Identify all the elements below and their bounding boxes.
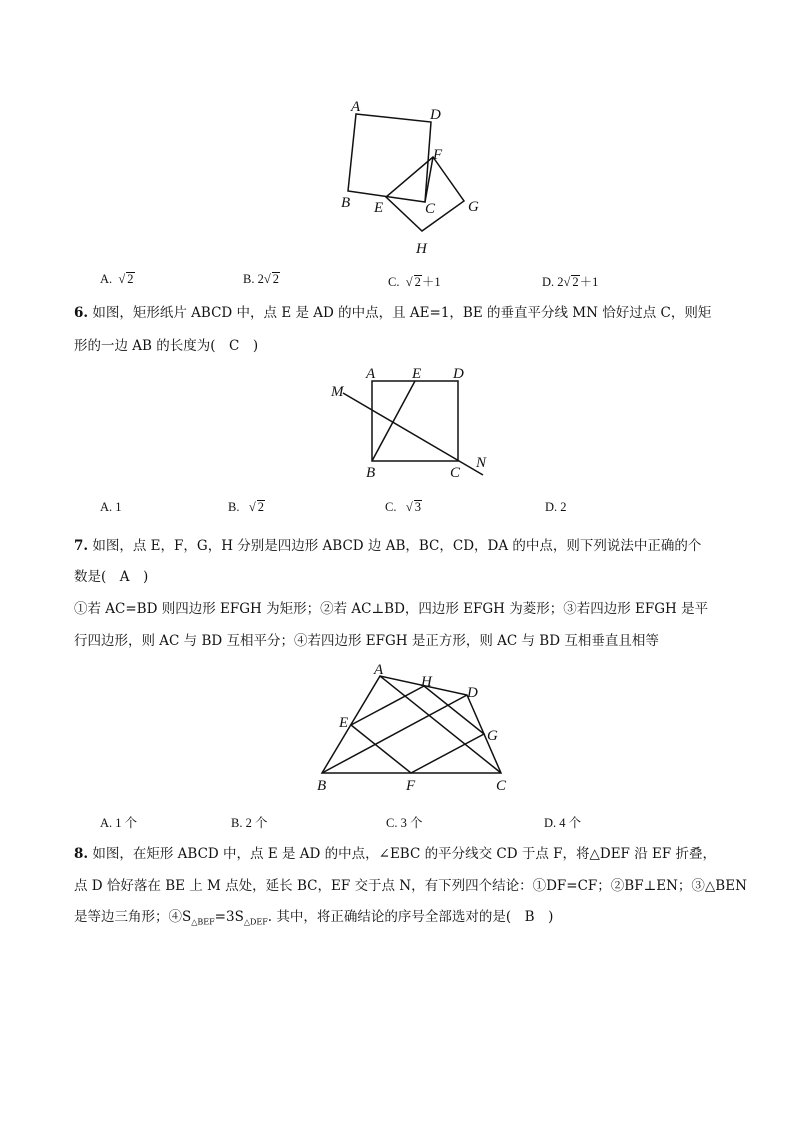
sqrt-icon: √ — [118, 272, 126, 286]
q5-label-b: B — [341, 195, 351, 211]
q5-option-a-letter: A. — [100, 272, 113, 286]
q6-option-c-radicand: 3 — [414, 500, 421, 514]
q5-option-a-radicand: 2 — [127, 272, 134, 286]
q7-label-g: G — [487, 728, 498, 744]
sqrt-icon: √ — [263, 272, 271, 286]
q8-text-line2: 点 D 恰好落在 BE 上 M 点处，延长 BC，EF 交于点 N，有下列四个结论：①DF=CF；②BF⊥EN；③△BEN — [74, 878, 747, 894]
q6-option-b-letter: B. — [228, 500, 240, 514]
q7-label-d: D — [467, 685, 478, 701]
q6-rectangle-abcd — [372, 381, 458, 461]
q5-label-g: G — [468, 199, 479, 215]
sqrt-icon: √ — [563, 275, 571, 289]
q5-option-b — [243, 272, 280, 287]
q7-label-h: H — [421, 674, 432, 690]
q5-label-c: C — [425, 201, 436, 217]
q7-text-line4: 行四边形，则 AC 与 BD 互相平分；④若四边形 EFGH 是正方形，则 AC 与 BD 互相垂直且相等 — [74, 633, 659, 649]
q5-option-d — [542, 272, 598, 290]
q7-text-line3: ①若 AC=BD 则四边形 EFGH 为矩形；②若 AC⊥BD，四边形 EFGH 为菱形；③若四边形 EFGH 是平 — [74, 601, 709, 617]
q8-area-subscript-bef: △BEF — [191, 917, 215, 927]
q7-diagonal-ac — [380, 676, 501, 773]
q7-figure-svg — [310, 660, 520, 795]
q5-option-c — [388, 272, 441, 290]
q6-option-d — [545, 500, 567, 515]
q6-option-a-letter: A. — [100, 500, 113, 514]
q7-label-c: C — [496, 778, 507, 794]
q8-stem-line2 — [74, 876, 747, 896]
q7-text-line2: 数是( A ) — [74, 569, 149, 585]
q6-label-b: B — [366, 465, 376, 481]
q5-label-f: F — [433, 147, 443, 163]
sqrt-icon: √ — [405, 275, 413, 289]
q5-square-abcd — [348, 114, 431, 202]
q7-option-b-letter: B. — [231, 816, 243, 830]
q6-segment-be — [372, 381, 415, 461]
q5-option-d-tail: ＋1 — [579, 275, 599, 289]
q7-option-b-text: 2 个 — [245, 816, 268, 830]
q7-figure — [310, 660, 520, 795]
q8-text-line3-a: 是等边三角形；④S — [74, 909, 192, 925]
q5-label-e: E — [374, 200, 384, 216]
q7-option-a-text: 1 个 — [115, 816, 138, 830]
q5-option-c-tail: ＋1 — [421, 275, 441, 289]
q7-option-a-letter: A. — [100, 816, 113, 830]
q7-stem-line4 — [74, 631, 659, 651]
q5-option-d-coef: 2 — [557, 275, 564, 289]
q5-option-c-letter: C. — [388, 275, 400, 289]
q8-stem-line1 — [74, 844, 716, 864]
q7-label-a: A — [374, 662, 384, 678]
q5-option-d-radicand: 2 — [572, 275, 579, 289]
q7-option-c-text: 3 个 — [400, 816, 423, 830]
q7-label-e: E — [339, 715, 349, 731]
q6-label-d: D — [453, 366, 464, 382]
q5-label-a: A — [351, 99, 361, 115]
q7-stem-line1 — [74, 536, 701, 556]
q5-option-b-coef: 2 — [257, 272, 264, 286]
q7-number: 7. — [74, 538, 89, 554]
q7-option-a — [100, 813, 137, 831]
q6-figure-svg — [325, 360, 500, 485]
q5-option-b-radicand: 2 — [272, 272, 279, 286]
q7-diagonal-bd — [322, 695, 467, 773]
q6-option-c-letter: C. — [385, 500, 397, 514]
q5-figure-svg — [330, 95, 500, 260]
q6-option-b — [228, 500, 265, 515]
q5-figure — [330, 95, 500, 260]
q6-stem-line1 — [74, 303, 711, 323]
q8-text-line3-c: . 其中，将正确结论的序号全部选对的是( B ) — [267, 909, 554, 925]
q7-option-c — [386, 813, 422, 831]
q7-option-c-letter: C. — [386, 816, 398, 830]
q6-option-b-radicand: 2 — [257, 500, 264, 514]
q6-label-n: N — [476, 455, 487, 471]
q6-text-line2: 形的一边 AB 的长度为( C ) — [74, 338, 259, 354]
q8-text-line3-b: =3S — [214, 909, 244, 925]
q6-option-d-value: 2 — [560, 500, 567, 514]
q7-option-d-letter: D. — [544, 816, 557, 830]
q7-label-f: F — [406, 778, 416, 794]
q6-line-mn — [343, 393, 483, 475]
q5-option-b-letter: B. — [243, 272, 255, 286]
q5-option-a — [100, 272, 135, 287]
q6-option-d-letter: D. — [545, 500, 558, 514]
q5-option-d-letter: D. — [542, 275, 555, 289]
q7-stem-line3 — [74, 599, 708, 619]
q6-label-m: M — [331, 384, 344, 400]
sqrt-icon: √ — [248, 500, 256, 514]
q6-option-c — [385, 500, 422, 515]
q7-option-d-text: 4 个 — [559, 816, 582, 830]
q7-quadrilateral-efgh — [351, 686, 484, 773]
q5-label-d: D — [430, 107, 441, 123]
q6-option-a — [100, 500, 122, 515]
q5-label-h: H — [416, 241, 427, 257]
q6-label-e: E — [412, 366, 422, 382]
q5-option-c-radicand: 2 — [414, 275, 421, 289]
q7-label-b: B — [317, 778, 327, 794]
q8-area-subscript-def: △DEF — [243, 917, 268, 927]
q6-option-a-value: 1 — [115, 500, 122, 514]
q8-number: 8. — [74, 846, 89, 862]
q6-label-a: A — [366, 366, 376, 382]
q8-text-line1: 如图，在矩形 ABCD 中，点 E 是 AD 的中点，∠EBC 的平分线交 CD 于点 F，将△DEF 沿 EF 折叠， — [92, 846, 717, 862]
q7-option-d — [544, 813, 581, 831]
q7-text-line1: 如图，点 E，F，G，H 分别是四边形 ABCD 边 AB，BC，CD，DA 的中点，则下列说法中正确的个 — [92, 538, 702, 554]
q8-stem-line3 — [74, 907, 553, 933]
q6-label-c: C — [450, 465, 461, 481]
q6-figure — [325, 360, 500, 485]
q6-number: 6. — [74, 305, 89, 321]
q6-text-line1: 如图，矩形纸片 ABCD 中，点 E 是 AD 的中点，且 AE=1，BE 的垂直平分线 MN 恰好过点 C，则矩 — [92, 305, 712, 321]
q7-option-b — [231, 813, 267, 831]
q6-stem-line2 — [74, 336, 258, 356]
q7-stem-line2 — [74, 567, 148, 587]
sqrt-icon: √ — [405, 500, 413, 514]
